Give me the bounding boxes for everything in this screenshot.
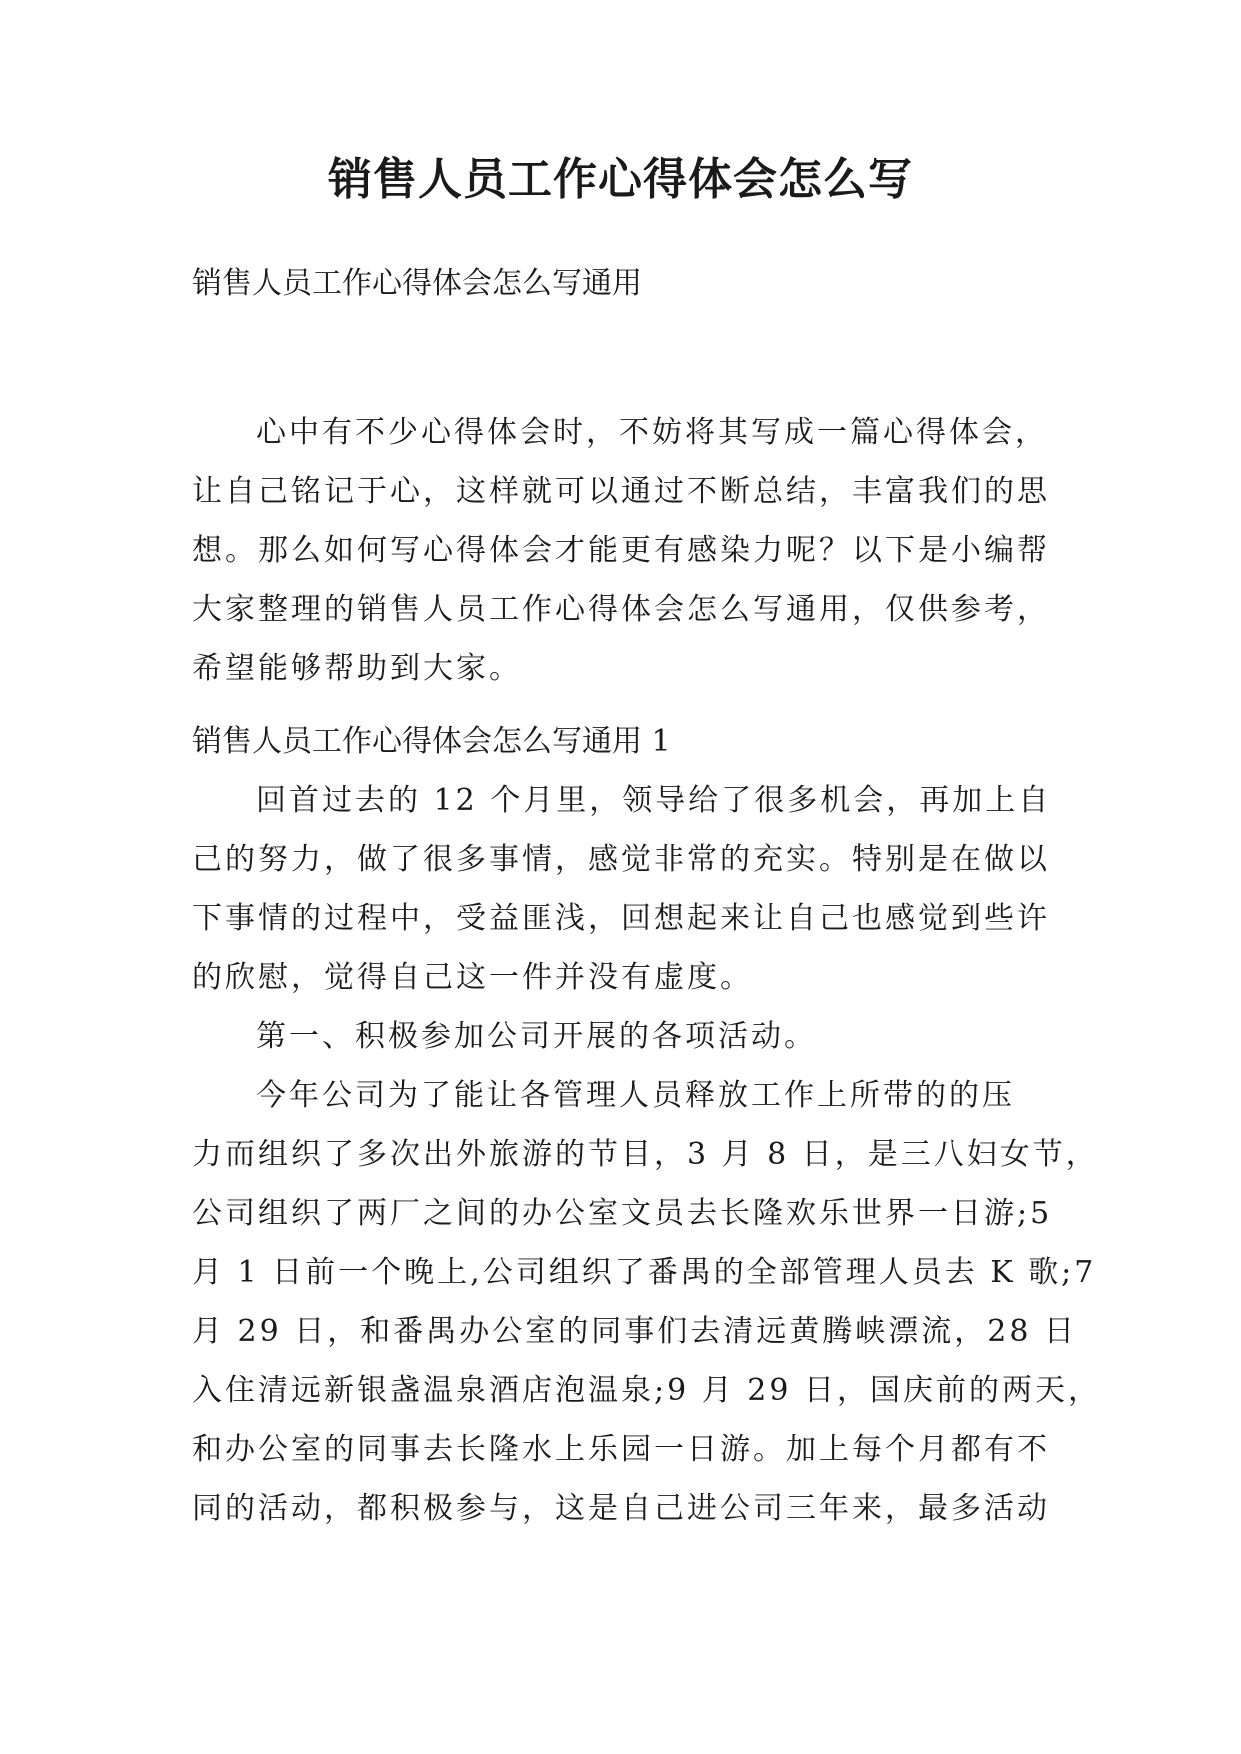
paragraph-line: 月 29 日，和番禺办公室的同事们去清远黄腾峡漂流，28 日 [192,1314,1077,1349]
paragraph-line: 第一、积极参加公司开展的各项活动。 [256,1019,817,1054]
section-1 [192,712,1101,1538]
paragraph-line: 公司组织了两厂之间的办公室文员去长隆欢乐世界一日游;5 [192,1196,1053,1231]
paragraph-line: 今年公司为了能让各管理人员释放工作上所带的的压 [256,1078,1015,1113]
paragraph-line: 力而组织了多次出外旅游的节目，3 月 8 日，是三八妇女节， [192,1137,1099,1172]
paragraph-line: 的欣慰，觉得自己这一件并没有虚度。 [192,960,753,995]
intro-paragraph [192,403,1072,698]
paragraph-line: 月 1 日前一个晚上,公司组织了番禺的全部管理人员去 K 歌;7 [192,1255,1097,1290]
paragraph-line: 回首过去的 12 个月里，领导给了很多机会，再加上自 [256,783,1052,818]
intro-line: 心中有不少心得体会时，不妨将其写成一篇心得体会， [256,415,1048,450]
document-subtitle: 销售人员工作心得体会怎么写通用 [192,266,642,301]
body-paragraph [192,771,1072,1007]
paragraph-line: 下事情的过程中，受益匪浅，回想起来让自己也感觉到些许 [192,901,1050,936]
body-paragraph [192,1007,1072,1066]
body-paragraph [192,1066,1101,1538]
intro-line: 想。那么如何写心得体会才能更有感染力呢？以下是小编帮 [192,533,1050,568]
paragraph-line: 己的努力，做了很多事情，感觉非常的充实。特别是在做以 [192,842,1050,877]
intro-line: 希望能够帮助到大家。 [192,651,522,686]
paragraph-line: 同的活动，都积极参与，这是自己进公司三年来，最多活动 [192,1491,1050,1526]
section-heading: 销售人员工作心得体会怎么写通用 1 [192,724,671,759]
intro-line: 大家整理的销售人员工作心得体会怎么写通用，仅供参考， [192,592,1050,627]
intro-line: 让自己铭记于心，这样就可以通过不断总结，丰富我们的思 [192,474,1050,509]
document-title: 销售人员工作心得体会怎么写 [328,154,913,205]
paragraph-line: 入住清远新银盏温泉酒店泡温泉;9 月 29 日，国庆前的两天， [192,1373,1101,1408]
paragraph-line: 和办公室的同事去长隆水上乐园一日游。加上每个月都有不 [192,1432,1050,1467]
